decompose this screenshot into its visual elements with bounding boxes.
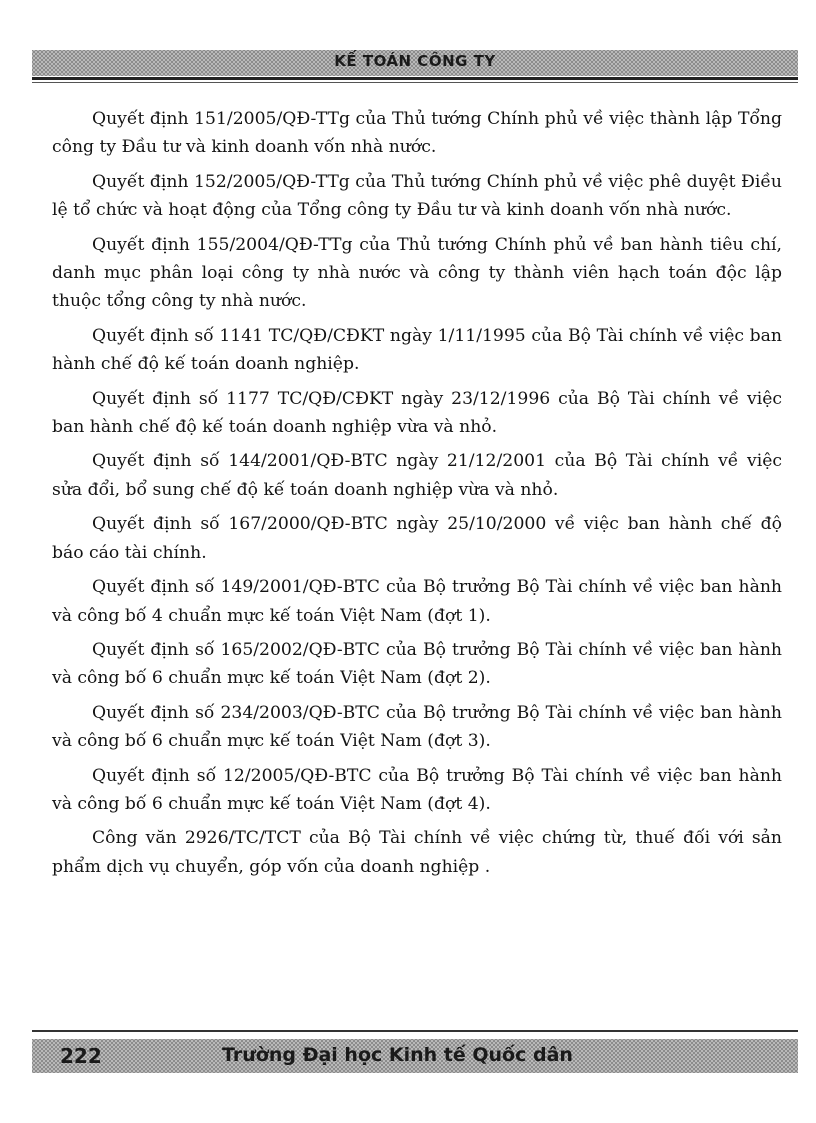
paragraph: Quyết định số 234/2003/QĐ-BTC của Bộ trưởng Bộ Tài chính về việc ban hành và công bố 6 chuẩn mực kế toán Việt Nam (đợt 3). [52, 702, 782, 752]
running-footer [32, 1039, 798, 1073]
paragraph: Quyết định số 165/2002/QĐ-BTC của Bộ trưởng Bộ Tài chính về việc ban hành và công bố 6 chuẩn mực kế toán Việt Nam (đợt 2). [52, 639, 782, 689]
body-text [52, 105, 782, 887]
paragraph: Quyết định 155/2004/QĐ-TTg của Thủ tướng Chính phủ về ban hành tiêu chí, danh mục phân loại công ty nhà nước và công ty thành viên hạch toán độc lập thuộc tổng công ty nhà nước. [52, 234, 782, 312]
paragraph: Quyết định số 12/2005/QĐ-BTC của Bộ trưởng Bộ Tài chính về việc ban hành và công bố 6 chuẩn mực kế toán Việt Nam (đợt 4). [52, 765, 782, 814]
header-title: KẾ TOÁN CÔNG TY [334, 52, 496, 70]
footer-title: Trường Đại học Kinh tế Quốc dân [222, 1044, 573, 1066]
paragraph: Quyết định số 144/2001/QĐ-BTC ngày 21/12/2001 của Bộ Tài chính về việc sửa đổi, bổ sung chế độ kế toán doanh nghiệp vừa và nhỏ. [52, 451, 782, 500]
paragraph: Quyết định số 1141 TC/QĐ/CĐKT ngày 1/11/1995 của Bộ Tài chính về việc ban hành chế độ kế toán doanh nghiệp. [52, 325, 782, 375]
paragraph: Quyết định 151/2005/QĐ-TTg của Thủ tướng Chính phủ về việc thành lập Tổng công ty Đầu tư và kinh doanh vốn nhà nước. [52, 109, 782, 158]
footer-rule [32, 1030, 798, 1032]
paragraph: Quyết định số 149/2001/QĐ-BTC của Bộ trưởng Bộ Tài chính về việc ban hành và công bố 4 chuẩn mực kế toán Việt Nam (đợt 1). [52, 577, 782, 626]
running-header [32, 50, 798, 76]
paragraph: Quyết định số 167/2000/QĐ-BTC ngày 25/10/2000 về việc ban hành chế độ báo cáo tài chính. [52, 514, 782, 563]
paragraph: Quyết định số 1177 TC/QĐ/CĐKT ngày 23/12/1996 của Bộ Tài chính về việc ban hành chế độ kế toán doanh nghiệp vừa và nhỏ. [52, 388, 782, 438]
page-number: 222 [60, 1044, 102, 1068]
header-rule-thin [32, 82, 798, 83]
paragraph: Công văn 2926/TC/TCT của Bộ Tài chính về việc chứng từ, thuế đối với sản phẩm dịch vụ chuyển, góp vốn của doanh nghiệp . [52, 828, 782, 877]
header-rule [32, 77, 798, 80]
paragraph: Quyết định 152/2005/QĐ-TTg của Thủ tướng Chính phủ về việc phê duyệt Điều lệ tổ chức và hoạt động của Tổng công ty Đầu tư và kinh doanh vốn nhà nước. [52, 171, 782, 221]
